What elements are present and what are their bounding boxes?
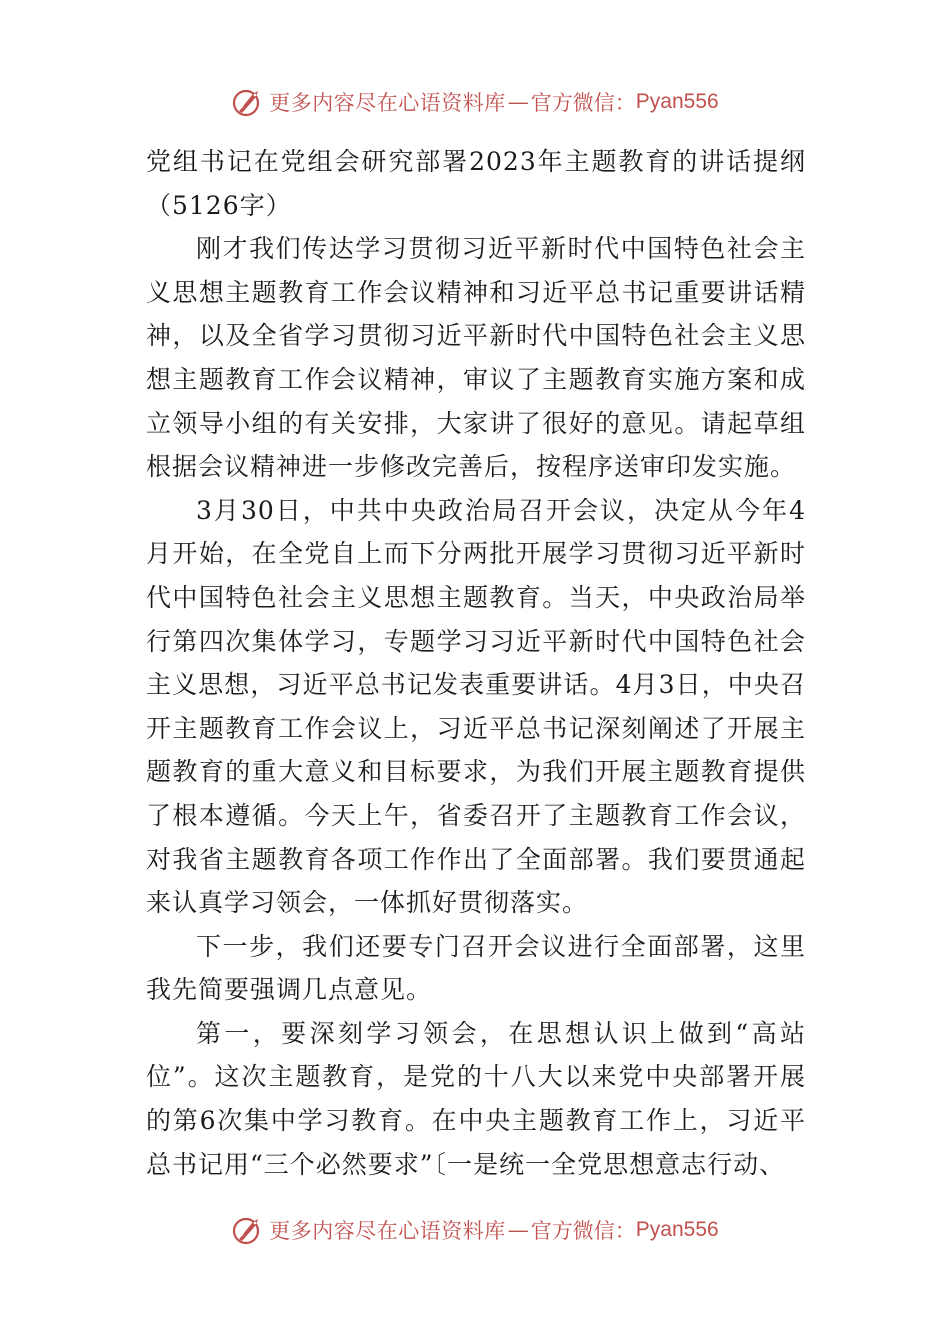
- pen-nib-logo-icon: [231, 1213, 265, 1247]
- paragraph-1: 刚才我们传达学习贯彻习近平新时代中国特色社会主义思想主题教育工作会议精神和习近平总书记重要讲话精神，以及全省学习贯彻习近平新时代中国特色社会主义思想主题教育工作会议精神，审议了主题教育实施方案和成立领导小组的有关安排，大家讲了很好的意见。请起草组根据会议精神进一步修改完善后，按程序送审印发实施。: [146, 234, 806, 482]
- paragraph-3: 下一步，我们还要专门召开会议进行全面部署，这里我先简要强调几点意见。: [146, 931, 806, 1005]
- paragraph-4: 第一，要深刻学习领会，在思想认识上做到“高站位”。这次主题教育，是党的十八大以来党中央部署开展的第6次集中学习教育。在中央主题教育工作上，习近平总书记用“三个必然要求”〔一是统一全党思想意志行动、: [146, 1018, 806, 1179]
- header-banner-wechat-id: Pyan556: [635, 90, 719, 113]
- footer-banner-separator: —: [507, 1218, 529, 1242]
- footer-banner-wechat-id: Pyan556: [635, 1218, 719, 1241]
- header-banner-official-label: 官方微信：: [530, 91, 636, 115]
- footer-banner-official-label: 官方微信：: [530, 1219, 636, 1243]
- footer-banner: [0, 1210, 950, 1250]
- document-title: 党组书记在党组会研究部署2023年主题教育的讲话提纲（5126字）: [146, 147, 806, 220]
- header-banner-text: 更多内容尽在心语资料库: [269, 91, 506, 115]
- header-banner: [0, 82, 950, 122]
- header-banner-separator: —: [507, 90, 529, 114]
- pen-nib-logo-icon: [231, 85, 265, 119]
- document-body: [146, 140, 806, 1186]
- paragraph-2: 3月30日，中共中央政治局召开会议，决定从今年4月开始，在全党自上而下分两批开展学习贯彻习近平新时代中国特色社会主义思想主题教育。当天，中央政治局举行第四次集体学习，专题学习习近平新时代中国特色社会主义思想，习近平总书记发表重要讲话。4月3日，中央召开主题教育工作会议上，习近平总书记深刻阐述了开展主题教育的重大意义和目标要求，为我们开展主题教育提供了根本遵循。今天上午，省委召开了主题教育工作会议，对我省主题教育各项工作作出了全面部署。我们要贯通起来认真学习领会，一体抓好贯彻落实。: [146, 495, 806, 918]
- footer-banner-text: 更多内容尽在心语资料库: [269, 1219, 506, 1243]
